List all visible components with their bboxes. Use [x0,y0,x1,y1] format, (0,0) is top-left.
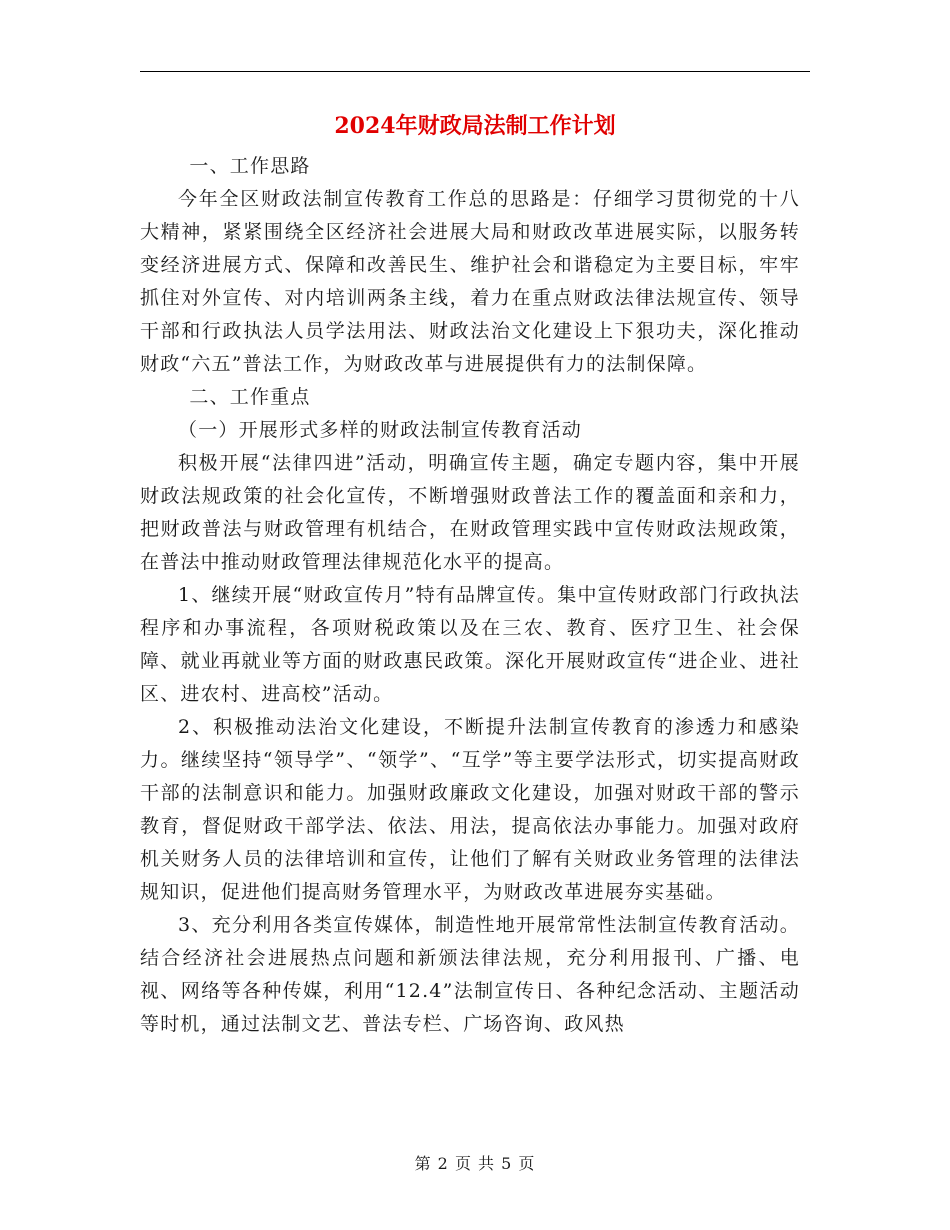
section-heading-focus: 二、工作重点 [189,386,311,408]
page-number: 第 2 页 共 5 页 [414,1154,536,1173]
header-rule [140,71,810,72]
paragraph-ideas: 今年全区财政法制宣传教育工作总的思路是：仔细学习贯彻党的十八大精神，紧紧围绕全区经济社会进展大局和财政改革进展实际，以服务转变经济进展方式、保障和改善民生、维护社会和谐稳定为主要目标，牢牢抓住对外宣传、对内培训两条主线，着力在重点财政法律法规宣传、领导干部和行政执法人员学法用法、财政法治文化建设上下狠功夫，深化推动财政“六五”普法工作，为财政改革与进展提供有力的法制保障。 [140,188,800,375]
list-item-1: 1、继续开展“财政宣传月”特有品牌宣传。集中宣传财政部门行政执法程序和办事流程，各项财税政策以及在三农、教育、医疗卫生、社会保障、就业再就业等方面的财政惠民政策。深化开展财政宣传“进企业、进社区、进农村、进高校”活动。 [140,584,800,705]
list-item-2: 2、积极推动法治文化建设，不断提升法制宣传教育的渗透力和感染力。继续坚持“领导学”、“领学”、“互学”等主要学法形式，切实提高财政干部的法制意识和能力。加强财政廉政文化建设，加强对财政干部的警示教育，督促财政干部学法、依法、用法，提高依法办事能力。加强对政府机关财务人员的法律培训和宣传，让他们了解有关财政业务管理的法律法规知识，促进他们提高财务管理水平，为财政改革进展夯实基础。 [140,716,800,903]
list-item-3: 3、充分利用各类宣传媒体，制造性地开展常常性法制宣传教育活动。结合经济社会进展热点问题和新颁法律法规，充分利用报刊、广播、电视、网络等各种传媒，利用“12.4”法制宣传日、各种纪念活动、主题活动等时机，通过法制文艺、普法专栏、广场咨询、政风热 [140,914,800,1035]
subsection-heading-activities: （一）开展形式多样的财政法制宣传教育活动 [178,419,583,441]
paragraph-activities: 积极开展“法律四进”活动，明确宣传主题，确定专题内容，集中开展财政法规政策的社会化宣传，不断增强财政普法工作的覆盖面和亲和力，把财政普法与财政管理有机结合，在财政管理实践中宣传财政法规政策，在普法中推动财政管理法律规范化水平的提高。 [140,452,800,573]
document-body [140,150,800,1041]
section-heading-ideas: 一、工作思路 [189,155,311,177]
document-title: 2024年财政局法制工作计划 [334,113,616,139]
